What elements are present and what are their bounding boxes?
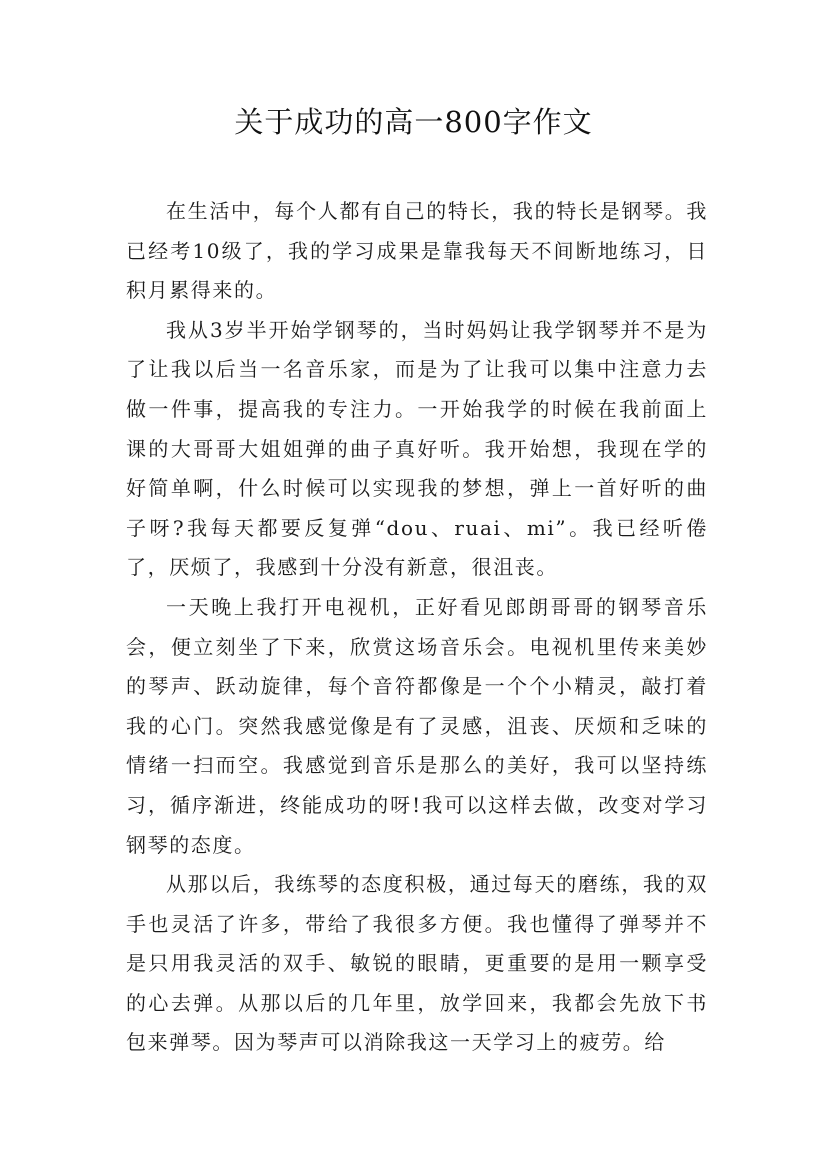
document-title: 关于成功的高一800字作文: [234, 105, 593, 139]
paragraph-1: 在生活中，每个人都有自己的特长，我的特长是钢琴。我已经考10级了，我的学习成果是靠我每天不间断地练习，日积月累得来的。: [126, 199, 708, 303]
paragraph-3: 一天晚上我打开电视机，正好看见郎朗哥哥的钢琴音乐会，便立刻坐了下来，欣赏这场音乐会。电视机里传来美妙的琴声、跃动旋律，每个音符都像是一个个小精灵，敲打着我的心门。突然我感觉像是有了灵感，沮丧、厌烦和乏味的情绪一扫而空。我感觉到音乐是那么的美好，我可以坚持练习，循序渐进，终能成功的呀!我可以这样去做，改变对学习钢琴的态度。: [126, 594, 708, 857]
paragraph-2: 我从3岁半开始学钢琴的，当时妈妈让我学钢琴并不是为了让我以后当一名音乐家，而是为了让我可以集中注意力去做一件事，提高我的专注力。一开始我学的时候在我前面上课的大哥哥大姐姐弹的曲子真好听。我开始想，我现在学的好简单啊，什么时候可以实现我的梦想，弹上一首好听的曲子呀?我每天都要反复弹“dou、ruai、mi”。我已经听倦了，厌烦了，我感到十分没有新意，很沮丧。: [126, 317, 708, 580]
paragraph-4: 从那以后，我练琴的态度积极，通过每天的磨练，我的双手也灵活了许多，带给了我很多方便。我也懂得了弹琴并不是只用我灵活的双手、敏锐的眼睛，更重要的是用一颗享受的心去弹。从那以后的几年里，放学回来，我都会先放下书包来弹琴。因为琴声可以消除我这一天学习上的疲劳。给: [126, 872, 708, 1055]
document-body: [126, 192, 708, 1063]
